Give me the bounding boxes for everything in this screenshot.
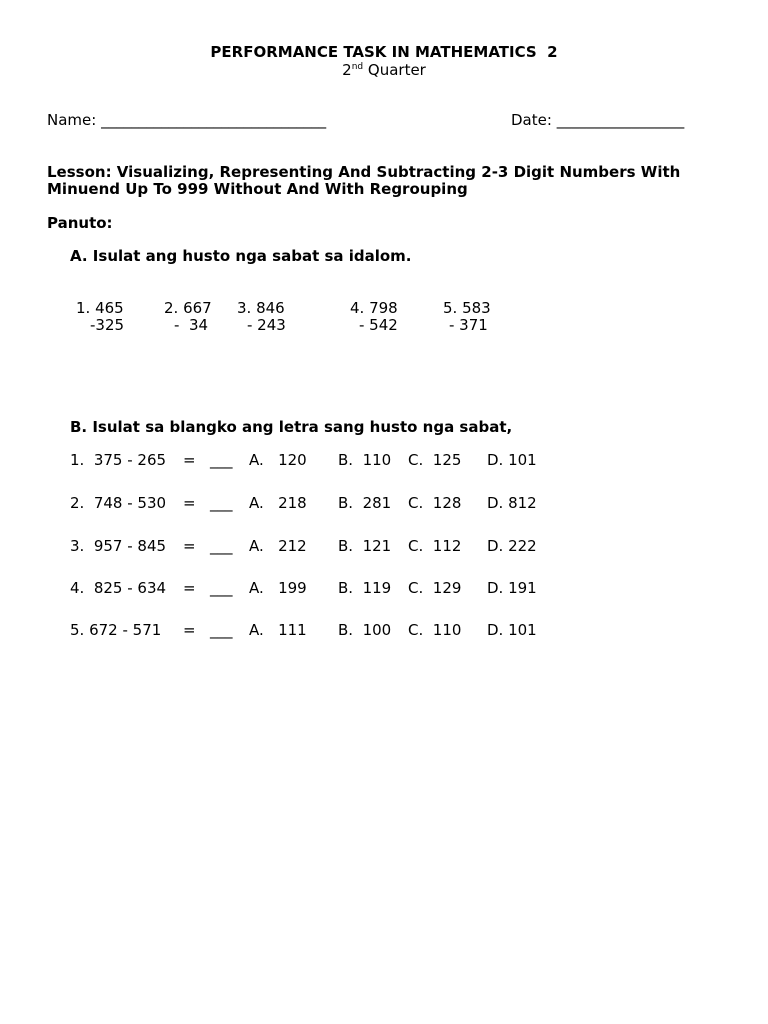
item-4-equals: =: [183, 579, 196, 597]
date-field[interactable]: [511, 111, 684, 129]
item-1-choice-c: C. 125: [408, 451, 462, 469]
item-1-expression: 1. 375 - 265: [70, 451, 167, 469]
item-3-choice-d: D. 222: [487, 537, 537, 555]
item-5-choice-c: C. 110: [408, 621, 462, 639]
problem-5-top: 5. 583: [443, 299, 491, 317]
quarter-ordinal: 2: [342, 61, 352, 79]
problem-2-bottom: - 34: [174, 316, 209, 334]
item-3-equals: =: [183, 537, 196, 555]
section-a-heading: A. Isulat ang husto nga sabat sa idalom.: [70, 247, 412, 265]
item-3-choice-a: A. 212: [249, 537, 307, 555]
date-blank: _________________: [556, 111, 685, 129]
item-4-choice-d: D. 191: [487, 579, 537, 597]
item-3-answer-blank[interactable]: ___: [210, 537, 233, 555]
page-title: PERFORMANCE TASK IN MATHEMATICS 2: [210, 43, 558, 61]
item-2-choice-b: B. 281: [338, 494, 392, 512]
item-1-equals: =: [183, 451, 196, 469]
item-4-choice-b: B. 119: [338, 579, 392, 597]
item-5-choice-d: D. 101: [487, 621, 537, 639]
item-4-choice-a: A. 199: [249, 579, 307, 597]
instructions-label: Panuto:: [47, 214, 113, 232]
name-label: Name:: [47, 111, 97, 129]
name-field[interactable]: [47, 111, 326, 129]
item-2-equals: =: [183, 494, 196, 512]
item-3-expression: 3. 957 - 845: [70, 537, 167, 555]
item-1-choice-b: B. 110: [338, 451, 392, 469]
item-1-choice-a: A. 120: [249, 451, 307, 469]
section-b-heading: B. Isulat sa blangko ang letra sang husto nga sabat,: [70, 418, 513, 436]
problem-3-bottom: - 243: [247, 316, 286, 334]
item-4-answer-blank[interactable]: ___: [210, 579, 233, 597]
problem-1-bottom: -325: [90, 316, 125, 334]
problem-1-top: 1. 465: [76, 299, 124, 317]
item-5-choice-a: A. 111: [249, 621, 307, 639]
date-label: Date:: [511, 111, 552, 129]
item-5-answer-blank[interactable]: ___: [210, 621, 233, 639]
problem-4-top: 4. 798: [350, 299, 398, 317]
problem-5-bottom: - 371: [449, 316, 488, 334]
item-5-equals: =: [183, 621, 196, 639]
item-2-choice-c: C. 128: [408, 494, 462, 512]
quarter-label: Quarter: [363, 61, 426, 79]
item-4-choice-c: C. 129: [408, 579, 462, 597]
problem-3-top: 3. 846: [237, 299, 285, 317]
lesson-line-2: Minuend Up To 999 Without And With Regrouping: [47, 180, 468, 198]
item-1-choice-d: D. 101: [487, 451, 537, 469]
item-5-choice-b: B. 100: [338, 621, 392, 639]
problem-2-top: 2. 667: [164, 299, 212, 317]
item-2-answer-blank[interactable]: ___: [210, 494, 233, 512]
quarter-suffix: nd: [351, 62, 364, 72]
problem-4-bottom: - 542: [359, 316, 398, 334]
item-2-expression: 2. 748 - 530: [70, 494, 167, 512]
lesson-line-1: Lesson: Visualizing, Representing And Subtracting 2-3 Digit Numbers With: [47, 163, 681, 181]
item-1-answer-blank[interactable]: ___: [210, 451, 233, 469]
quarter-subtitle: [0, 61, 768, 79]
item-2-choice-d: D. 812: [487, 494, 537, 512]
name-blank: ______________________________: [101, 111, 327, 129]
item-3-choice-c: C. 112: [408, 537, 462, 555]
item-2-choice-a: A. 218: [249, 494, 307, 512]
item-5-expression: 5. 672 - 571: [70, 621, 162, 639]
item-3-choice-b: B. 121: [338, 537, 392, 555]
item-4-expression: 4. 825 - 634: [70, 579, 167, 597]
